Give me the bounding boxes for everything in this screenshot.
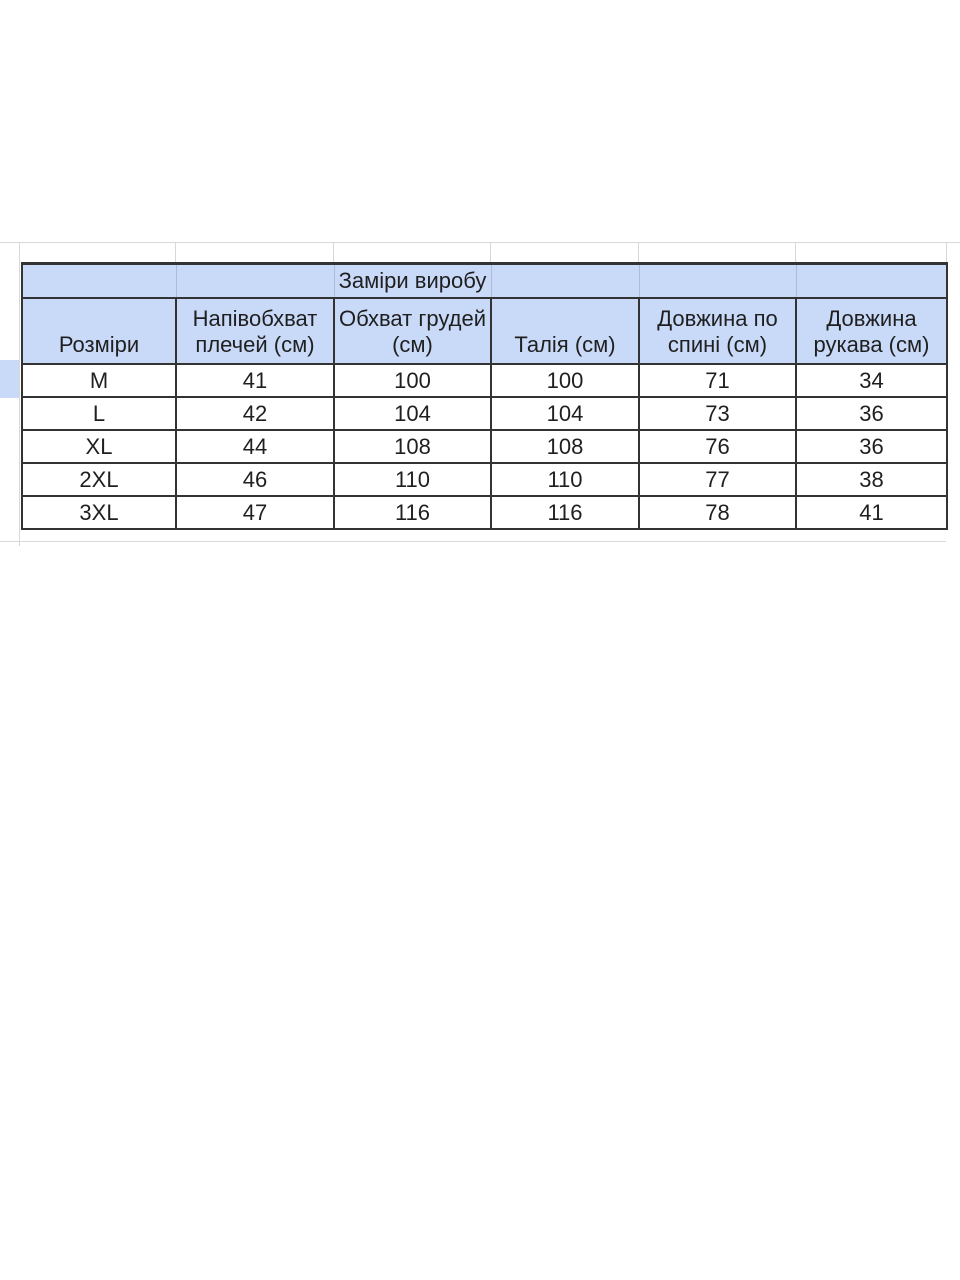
measurement-value: 78 [639,496,796,529]
table-row [22,364,947,397]
measurement-value: 100 [334,364,491,397]
measurement-value: 108 [334,430,491,463]
table-row [22,430,947,463]
table-title: Заміри виробу [334,264,491,299]
column-header-chest: Обхват грудей (см) [334,298,491,364]
column-header-shoulder: Напівобхват плечей (см) [176,298,334,364]
title-spacer-cell [796,264,947,299]
measurement-value: 110 [491,463,639,496]
spreadsheet-gridline-top [0,242,960,243]
size-label: L [22,397,176,430]
measurement-value: 46 [176,463,334,496]
spreadsheet-gridline-stub [638,242,639,263]
table-row [22,496,947,529]
spreadsheet-gridline-stub [795,242,796,263]
spreadsheet-gridline-left [19,242,20,546]
measurement-value: 73 [639,397,796,430]
measurement-value: 116 [491,496,639,529]
measurement-value: 47 [176,496,334,529]
column-header-waist: Талія (см) [491,298,639,364]
measurement-value: 38 [796,463,947,496]
size-label: 3XL [22,496,176,529]
measurement-value: 42 [176,397,334,430]
measurement-value: 116 [334,496,491,529]
measurement-value: 100 [491,364,639,397]
measurement-value: 34 [796,364,947,397]
measurement-value: 36 [796,397,947,430]
measurement-value: 76 [639,430,796,463]
measurement-value: 71 [639,364,796,397]
measurement-value: 77 [639,463,796,496]
table-row [22,397,947,430]
measurement-value: 110 [334,463,491,496]
measurement-value: 44 [176,430,334,463]
spreadsheet-gridline-stub [333,242,334,263]
table-header-row [22,298,947,364]
measurement-value: 104 [334,397,491,430]
size-chart [21,262,948,530]
size-label: M [22,364,176,397]
size-chart-table [21,262,948,530]
column-header-sizes: Розміри [22,298,176,364]
title-spacer-cell [639,264,796,299]
column-header-sleeve: Довжина рукава (см) [796,298,947,364]
size-label: XL [22,430,176,463]
measurement-value: 41 [176,364,334,397]
spreadsheet-gridline-bottom [0,541,946,542]
size-label: 2XL [22,463,176,496]
table-row [22,463,947,496]
measurement-value: 104 [491,397,639,430]
column-header-back: Довжина по спині (см) [639,298,796,364]
cropped-highlight-cell [0,360,19,398]
title-spacer-cell [22,264,176,299]
title-spacer-cell [176,264,334,299]
measurement-value: 36 [796,430,947,463]
spreadsheet-gridline-stub [490,242,491,263]
spreadsheet-gridline-stub [175,242,176,263]
table-title-row [22,264,947,299]
spreadsheet-gridline-stub [946,242,947,263]
measurement-value: 41 [796,496,947,529]
title-spacer-cell [491,264,639,299]
measurement-value: 108 [491,430,639,463]
